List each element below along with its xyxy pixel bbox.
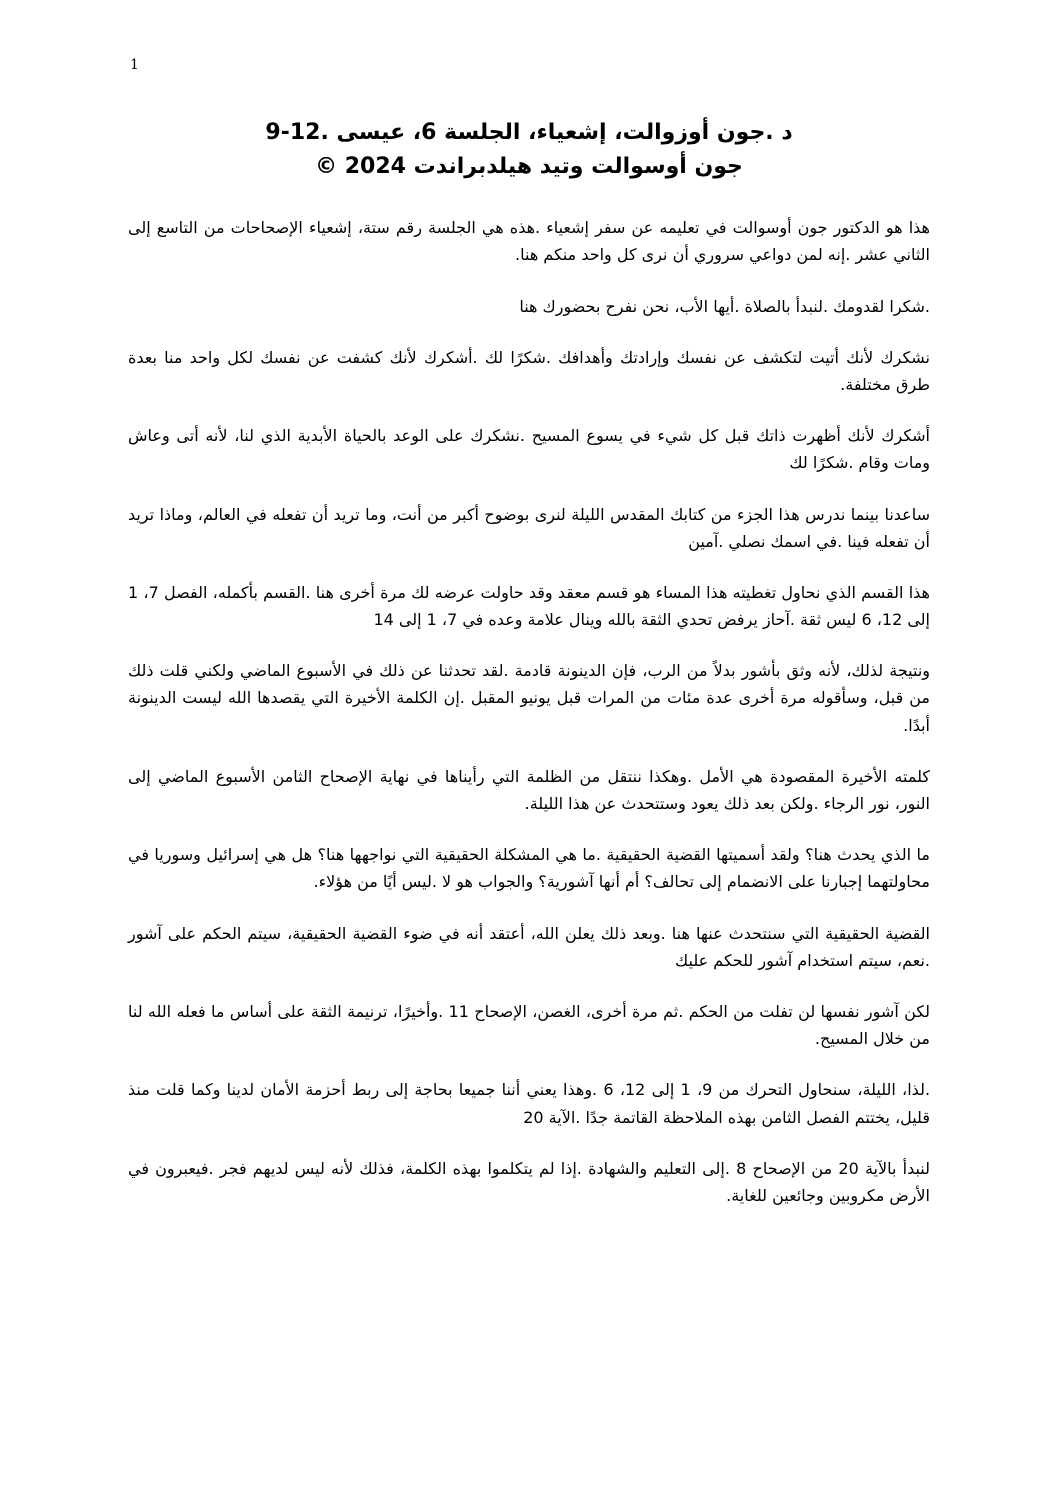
- body-paragraph: أشكرك لأنك أظهرت ذاتك قبل كل شيء في يسوع المسيح .نشكرك على الوعد بالحياة الأبدية الذي لنا، لأنه أتى وعاش ومات وقام .شكرًا لك: [128, 426, 930, 473]
- document-title: [128, 116, 930, 184]
- body-paragraph: القضية الحقيقية التي سنتحدث عنها هنا .وبعد ذلك يعلن الله، أعتقد أنه في ضوء القضية الحقيقية، سيتم الحكم على آشور .نعم، سيتم استخدام آشور للحكم عليك: [128, 923, 930, 970]
- body-paragraph: ساعدنا بينما ندرس هذا الجزء من كتابك المقدس الليلة لنرى بوضوح أكبر من أنت، وما تريد أن تفعله في العالم، وماذا تريد أن تفعله فينا .في اسمك نصلي .آمين: [128, 504, 930, 551]
- document-body: [128, 214, 930, 1209]
- body-paragraph: .شكرا لقدومك .لنبدأ بالصلاة .أيها الأب، نحن نفرح بحضورك هنا: [519, 296, 930, 316]
- body-paragraph: نشكرك لأنك أتيت لتكشف عن نفسك وإرادتك وأهدافك .شكرًا لك .أشكرك لأنك كشفت عن نفسك لكل واحد منا بعدة طرق مختلفة.: [128, 347, 930, 394]
- body-paragraph: ونتيجة لذلك، لأنه وثق بأشور بدلاً من الرب، فإن الدينونة قادمة .لقد تحدثنا عن ذلك في الأسبوع الماضي ولكني قلت ذلك من قبل، وسأقوله مرة أخرى عدة مئات من المرات قبل يونيو المقبل .إن الكلمة الأخيرة التي يقصدها الله ليست الدينونة أبدًا.: [128, 661, 930, 735]
- body-paragraph: .لذا، الليلة، سنحاول التحرك من 9، 1 إلى 12، 6 .وهذا يعني أننا جميعا بحاجة إلى ربط أحزمة الأمان لدينا وكما قلت منذ قليل، يختتم الفصل الثامن بهذه الملاحظة القاتمة جدًا .الآية 20: [128, 1080, 931, 1127]
- title-line-2: جون أوسوالت وتيد هيلدبراندت 2024 ©: [315, 154, 743, 180]
- body-paragraph: ما الذي يحدث هنا؟ ولقد أسميتها القضية الحقيقية .ما هي المشكلة الحقيقية التي نواجهها هنا؟ هل هي إسرائيل وسوريا في محاولتهما إجبارنا على الانضمام إلى تحالف؟ أم أنها آشورية؟ والجواب هو لا .ليس أيًا من هؤلاء.: [128, 845, 930, 892]
- body-paragraph: لنبدأ بالآية 20 من الإصحاح 8 .إلى التعليم والشهادة .إذا لم يتكلموا بهذه الكلمة، فذلك لأنه ليس لديهم فجر .فيعبرون في الأرض مكروبين وجائعين للغاية.: [128, 1158, 931, 1205]
- page-number: 1: [130, 57, 139, 73]
- title-line-1: د .جون أوزوالت، إشعياء، الجلسة 6، عيسى .12-9: [265, 120, 793, 145]
- body-paragraph: لكن آشور نفسها لن تفلت من الحكم .ثم مرة أخرى، الغصن، الإصحاح 11 .وأخيرًا، ترنيمة الثقة على أساس ما فعله الله لنا من خلال المسيح.: [128, 1001, 930, 1049]
- body-paragraph: هذا القسم الذي نحاول تغطيته هذا المساء هو قسم معقد وقد حاولت عرضه لك مرة أخرى هنا .القسم بأكمله، الفصل 7، 1 إلى 12، 6 ليس ثقة .آحاز يرفض تحدي الثقة بالله وينال علامة وعده في 7، 1 إلى 14: [128, 582, 930, 630]
- body-paragraph: كلمته الأخيرة المقصودة هي الأمل .وهكذا ننتقل من الظلمة التي رأيناها في نهاية الإصحاح الثامن الأسبوع الماضي إلى النور، نور الرجاء .ولكن بعد ذلك يعود وستتحدث عن هذا الليلة.: [128, 766, 930, 813]
- body-paragraph: هذا هو الدكتور جون أوسوالت في تعليمه عن سفر إشعياء .هذه هي الجلسة رقم ستة، إشعياء الإصحاحات من التاسع إلى الثاني عشر .إنه لمن دواعي سروري أن نرى كل واحد منكم هنا.: [128, 218, 930, 265]
